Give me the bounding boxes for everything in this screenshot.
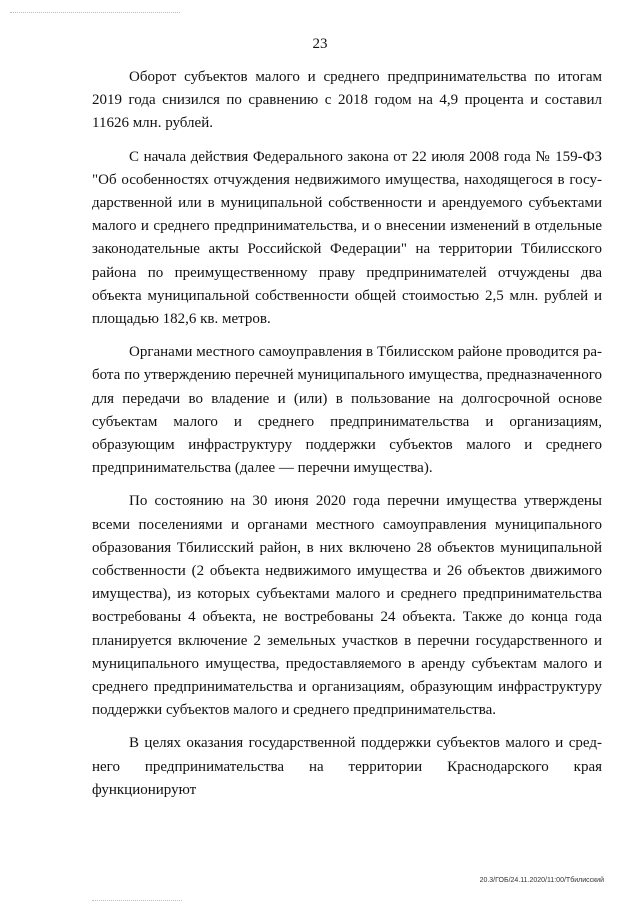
scan-artifact-top <box>10 12 180 14</box>
paragraph-property-lists: Органами местного самоуправления в Тбилисском районе проводится работа по утверждению перечней муниципального имущества, предназначенного для передачи во владение и (или) в пользование на долгосрочной основе субъектам малого и среднего предпринимательства и организациям, образующим инфраструктуру поддержки субъектов малого и среднего предпринимательства (далее — перечни имущества). <box>92 344 602 477</box>
document-body <box>92 66 602 812</box>
paragraph-federal-law: С начала действия Федерального закона от 22 июля 2008 года № 159-ФЗ "Об особенностях отчуждения недвижимого имущества, находящегося в государственной или в муниципальной собственности и арендуемого субъектами малого и среднего предпринимательства, и о внесении изменений в отдельные законодательные акты Российской Федерации" на территории Тбилисского района по преимущественному праву предпринимателей отчуждены два объекта муниципальной собственности общей стоимостью 2,5 млн. рублей и площадью 182,6 кв. метров. <box>92 148 602 328</box>
page-number: 23 <box>312 36 328 52</box>
paragraph-status-june-2020: По состоянию на 30 июня 2020 года перечни имущества утверждены всеми поселениями и органами местного самоуправления муниципального образования Тбилисский район, в них включено 28 объектов муниципальной собственности (2 объекта недвижимого имущества и 26 объектов движимого имущества), из которых субъектами малого и среднего предпринимательства востребованы 4 объекта, не востребованы 24 объекта. Также до конца года планируется включение 2 земельных участков в перечни государственного и муниципального имущества, предоставляемого в аренду субъектам малого и среднего предпринимательства и организациям, образующим инфраструктуру поддержки субъектов малого и среднего предпринимательства. <box>92 493 602 719</box>
paragraph-turnover: Оборот субъектов малого и среднего предпринимательства по итогам 2019 года снизился по сравнению с 2018 годом на 4,9 процента и составил 11626 млн. рублей. <box>92 69 602 132</box>
paragraph-state-support: В целях оказания государственной поддержки субъектов малого и среднего предпринимательства на территории Краснодарского края функционируют <box>92 735 602 798</box>
footer-document-code: 20.3/ГОБ/24.11.2020/11:00/Тбилисский <box>479 877 604 884</box>
scan-artifact-bottom <box>92 900 182 902</box>
